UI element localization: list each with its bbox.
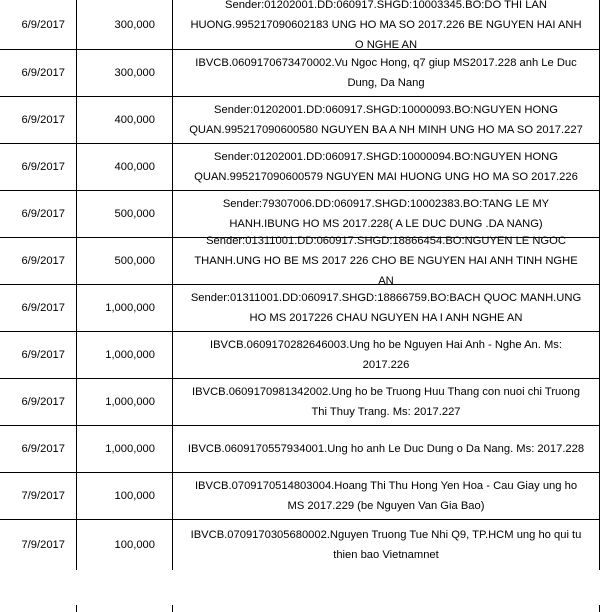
description-text: IBVCB.0709170305680002.Nguyen Truong Tue Nhi Q9, TP.HCM ung ho qui tu thien bao Vietnamnet <box>190 529 582 561</box>
partial-row-strip <box>0 605 600 612</box>
description-text: Sender:79307006.DD:060917.SHGD:10002383.BO:TANG LE MY HANH.IBUNG HO MS 2017.228( A LE DUC DUNG .DA NANG) <box>222 198 550 230</box>
table-row <box>0 332 600 379</box>
date-cell: 6/9/2017 <box>21 396 65 408</box>
description-cell <box>172 50 600 96</box>
amount-cell: 1,000,000 <box>76 285 172 331</box>
description-cell <box>172 379 600 425</box>
table-row <box>0 379 600 426</box>
date-cell: 6/9/2017 <box>21 114 65 126</box>
description-cell <box>172 0 600 49</box>
table-row <box>0 520 600 570</box>
description-cell <box>172 97 600 143</box>
date-cell: 6/9/2017 <box>21 67 65 79</box>
description-text: IBVCB.0709170514803004.Hoang Thi Thu Hong Yen Hoa - Cau Giay ung ho MS 2017.229 (be Nguyen Van Gia Bao) <box>194 480 578 512</box>
description-text: Sender:01202001.DD:060917.SHGD:10000094.BO:NGUYEN HONG QUAN.995217090600579 NGUYEN MAI HUONG UNG HO MA SO 2017.226 <box>194 151 578 183</box>
description-text: IBVCB.0609170981342002.Ung ho be Truong Huu Thang con nuoi chi Truong Thi Thuy Trang. Ms: 2017.227 <box>192 386 580 418</box>
amount-cell: 500,000 <box>76 238 172 284</box>
table-row <box>0 473 600 520</box>
description-cell <box>172 235 600 287</box>
date-cell: 6/9/2017 <box>21 302 65 314</box>
date-cell: 6/9/2017 <box>21 18 65 31</box>
description-text: IBVCB.0609170673470002.Vu Ngoc Hong, q7 giup MS2017.228 anh Le Duc Dung, Da Nang <box>195 57 577 89</box>
date-cell: 6/9/2017 <box>21 443 65 455</box>
amount-cell: 1,000,000 <box>76 379 172 425</box>
date-cell: 6/9/2017 <box>21 208 65 220</box>
date-cell: 6/9/2017 <box>21 349 65 361</box>
description-cell <box>172 520 600 570</box>
amount-cell: 1,000,000 <box>76 332 172 378</box>
amount-cell: 300,000 <box>76 0 172 49</box>
table-row <box>0 144 600 191</box>
table-row <box>0 0 600 50</box>
description-cell <box>172 426 600 472</box>
grid-line <box>76 605 77 612</box>
table-row <box>0 285 600 332</box>
description-cell <box>172 144 600 190</box>
amount-cell: 400,000 <box>76 97 172 143</box>
grid-line <box>172 605 173 612</box>
description-text: Sender:01202001.DD:060917.SHGD:10003345.BO:DO THI LAN HUONG.995217090602183 UNG HO MA SO 2017.226 BE NGUYEN HAI ANH O NGHE AN <box>190 0 582 51</box>
date-cell: 7/9/2017 <box>21 539 65 551</box>
table-row <box>0 97 600 144</box>
description-text: Sender:01311001.DD:060917.SHGD:18866454.BO:NGUYEN LE NGOC THANH.UNG HO BE MS 2017 226 CHO BE NGUYEN HAI ANH TINH NGHE AN <box>194 235 578 287</box>
amount-cell: 1,000,000 <box>76 426 172 472</box>
amount-cell: 100,000 <box>76 520 172 570</box>
description-text: IBVCB.0609170557934001.Ung ho anh Le Duc Dung o Da Nang. Ms: 2017.228 <box>187 443 585 455</box>
table-row <box>0 50 600 97</box>
description-cell <box>172 285 600 331</box>
amount-cell: 300,000 <box>76 50 172 96</box>
date-cell: 7/9/2017 <box>21 490 65 502</box>
description-text: IBVCB.0609170282646003.Ung ho be Nguyen Hai Anh - Nghe An. Ms: 2017.226 <box>209 339 563 371</box>
date-cell: 6/9/2017 <box>21 161 65 173</box>
amount-cell: 100,000 <box>76 473 172 519</box>
table-row <box>0 235 600 287</box>
description-cell <box>172 332 600 378</box>
description-text: Sender:01311001.DD:060917.SHGD:18866759.BO:BACH QUOC MANH.UNG HO MS 2017226 CHAU NGUYEN HA I ANH NGHE AN <box>190 292 582 324</box>
amount-cell: 500,000 <box>76 191 172 237</box>
date-cell: 6/9/2017 <box>21 255 65 267</box>
table-row <box>0 426 600 473</box>
description-text: Sender:01202001.DD:060917.SHGD:10000093.BO:NGUYEN HONG QUAN.995217090600580 NGUYEN BA A NH MINH UNG HO MA SO 2017.227 <box>189 104 583 136</box>
amount-cell: 400,000 <box>76 144 172 190</box>
description-cell <box>172 473 600 519</box>
